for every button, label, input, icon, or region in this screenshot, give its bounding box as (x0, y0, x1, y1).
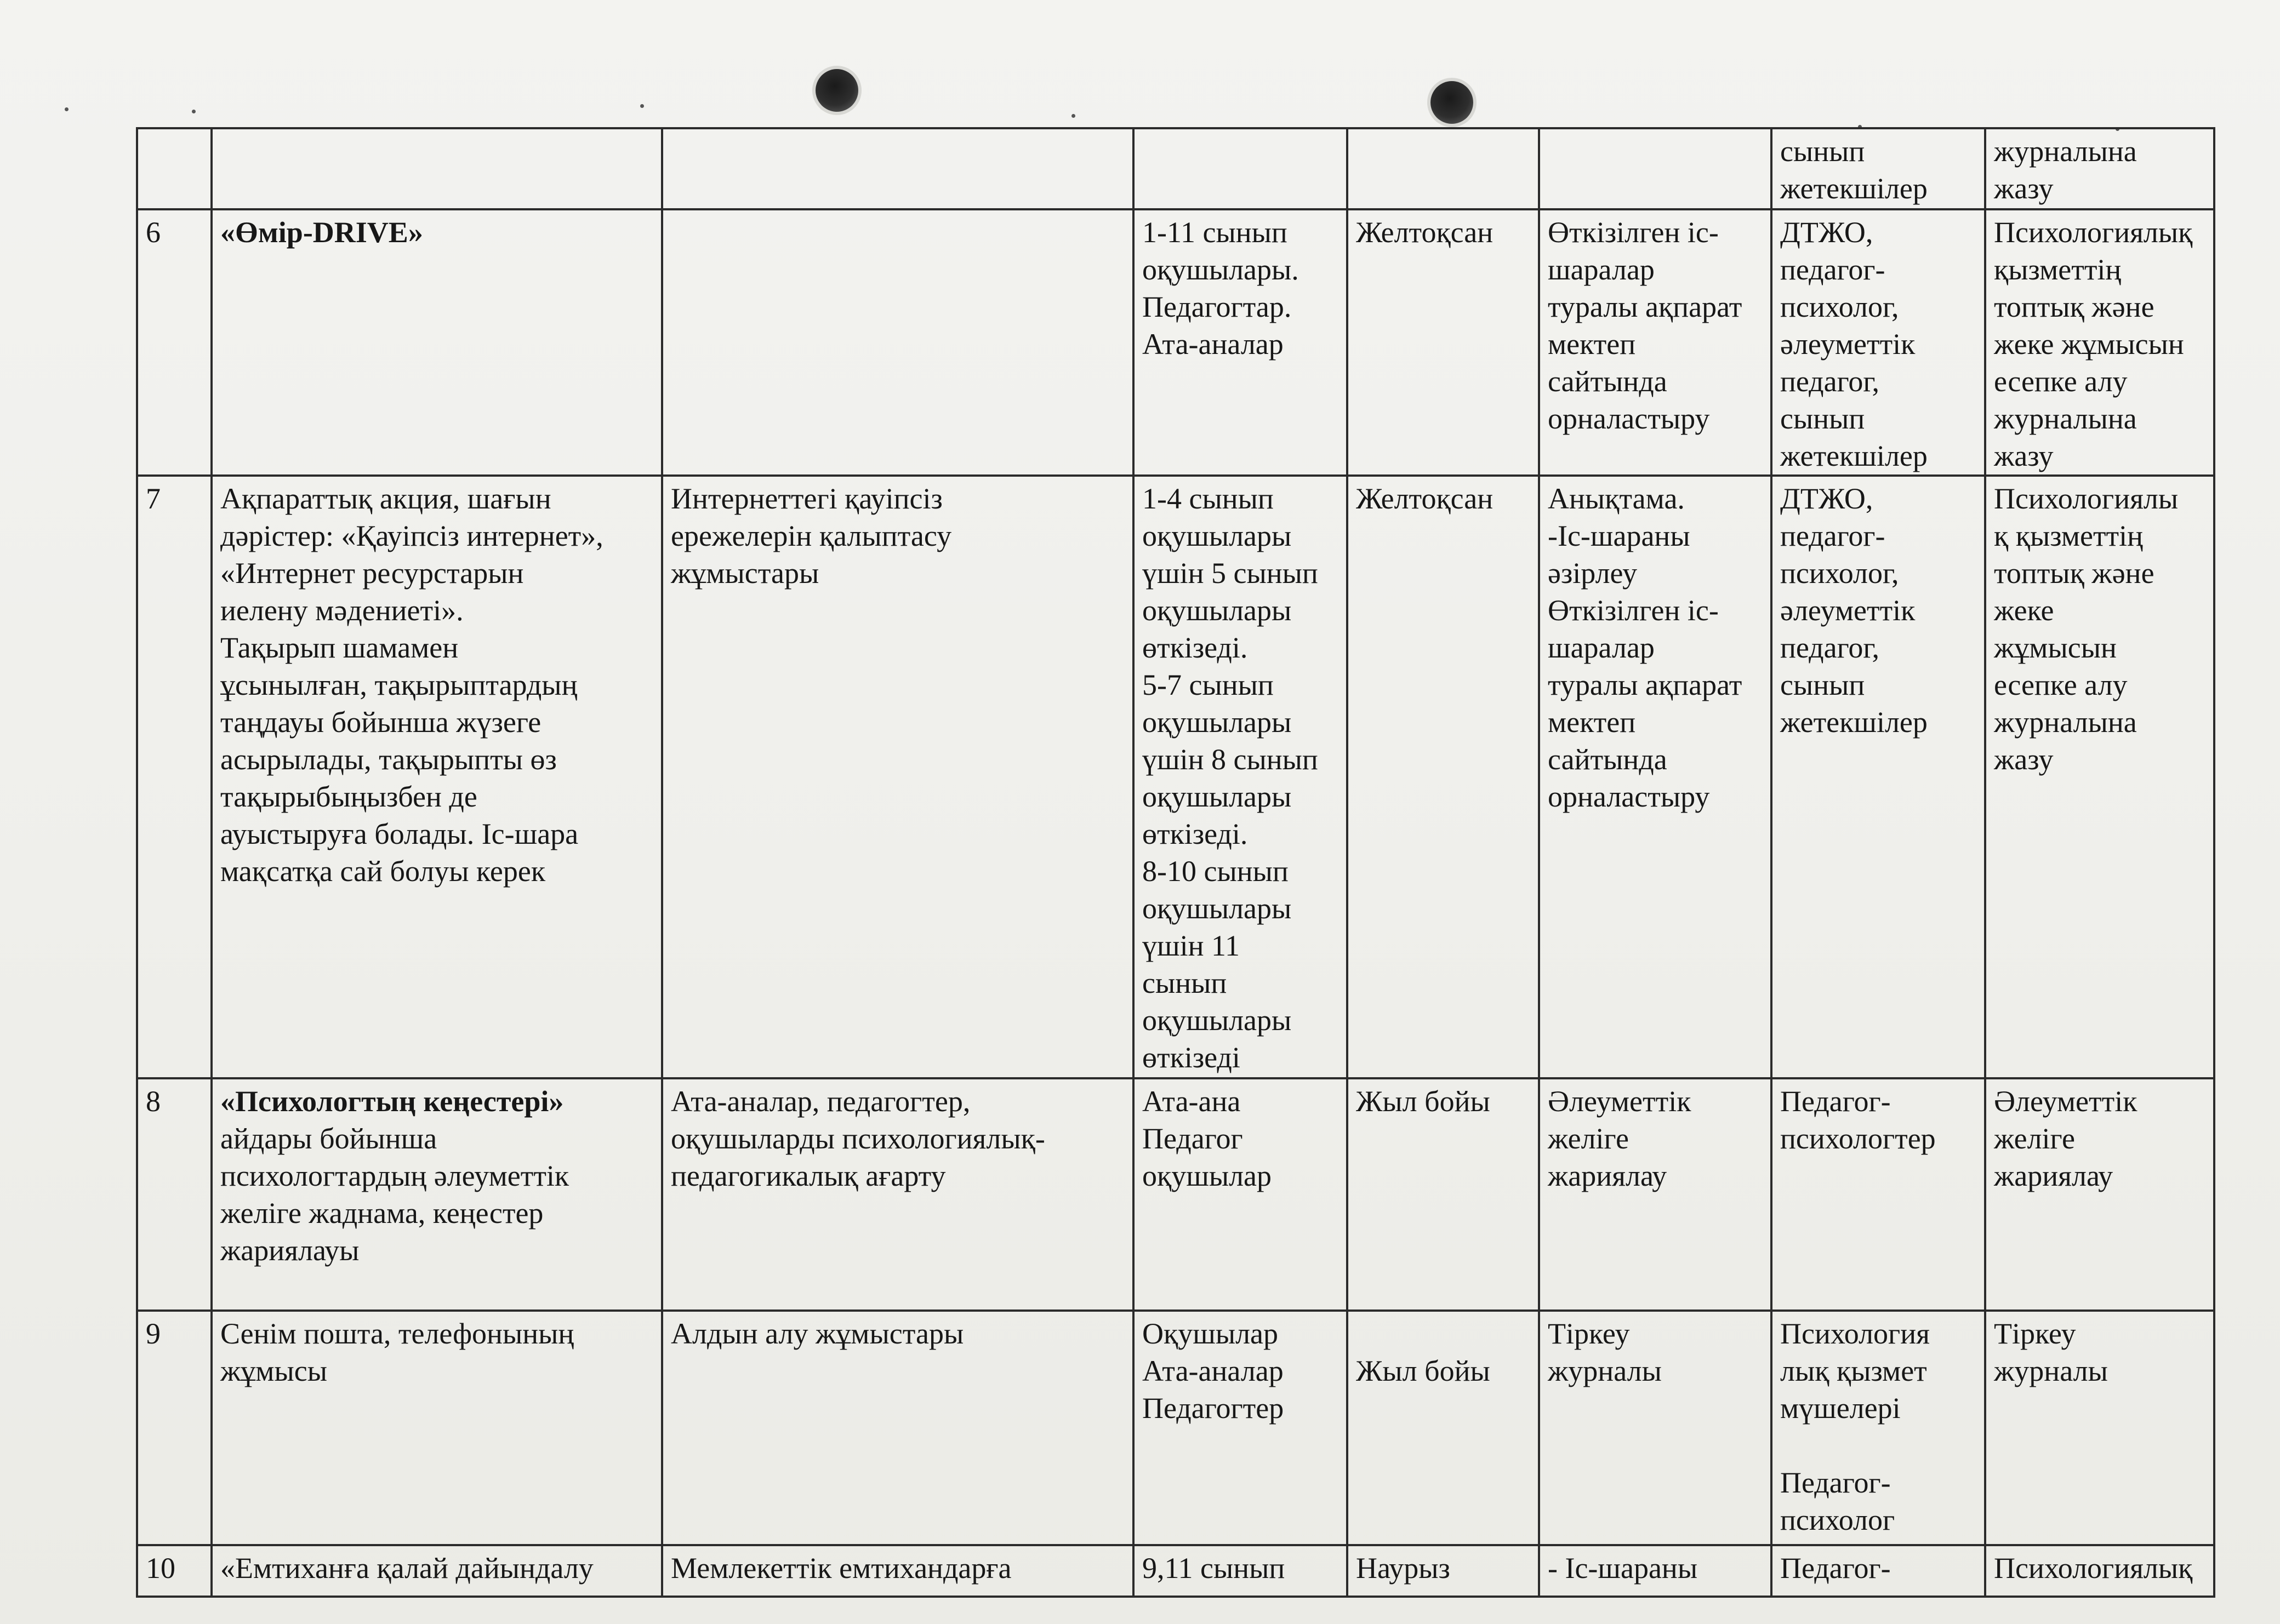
date-cell: Жыл бойы (1347, 1311, 1539, 1545)
event-title-bold: «Психологтың кеңестері» (220, 1085, 564, 1118)
event-text: айдары бойынша психологтардың әлеуметтік желіге жаднама, кеңестер жариялауы (220, 1122, 569, 1267)
event-cell: «Өмір-DRIVE» (212, 209, 662, 476)
participants-cell (1133, 128, 1347, 209)
date-cell: Желтоқсан (1347, 476, 1539, 1078)
participants-cell: 9,11 сынып (1133, 1545, 1347, 1597)
responsible-cell: Педагог- (1771, 1545, 1985, 1597)
responsible-cell: ДТЖО, педагог- психолог, әлеуметтік педагог, сынып жетекшілер (1771, 476, 1985, 1078)
table-row (137, 476, 2214, 1078)
record-cell: Психологиялық (1985, 1545, 2214, 1597)
row-number: 10 (137, 1545, 212, 1597)
event-cell: «Емтиханға қалай дайындалу (212, 1545, 662, 1597)
row-number: 9 (137, 1311, 212, 1545)
goal-cell: Ата-аналар, педагогтер, оқушыларды психологиялық- педагогикалық ағарту (662, 1078, 1133, 1311)
date-cell (1347, 128, 1539, 209)
row-number: 8 (137, 1078, 212, 1311)
record-cell: Әлеуметтік желіге жариялау (1985, 1078, 2214, 1311)
responsible-cell: сынып жетекшілер (1771, 128, 1985, 209)
row-number: 6 (137, 209, 212, 476)
result-cell: Өткізілген іс- шаралар туралы ақпарат мектеп сайтында орналастыру (1539, 209, 1771, 476)
participants-cell: 1-11 сынып оқушылары. Педагогтар. Ата-аналар (1133, 209, 1347, 476)
punch-hole-left (816, 69, 858, 112)
row-number (137, 128, 212, 209)
table-row (137, 1545, 2214, 1597)
responsible-cell: Педагог- психологтер (1771, 1078, 1985, 1311)
goal-cell (662, 209, 1133, 476)
participants-cell: Оқушылар Ата-аналар Педагогтер (1133, 1311, 1347, 1545)
result-cell: - Іс-шараны (1539, 1545, 1771, 1597)
record-cell: журналына жазу (1985, 128, 2214, 209)
date-cell: Жыл бойы (1347, 1078, 1539, 1311)
result-cell: Әлеуметтік желіге жариялау (1539, 1078, 1771, 1311)
paper-speck (192, 110, 196, 113)
event-cell: Ақпараттық акция, шағын дәрістер: «Қауіпсіз интернет», «Интернет ресурстарын иелену мәдениеті». Тақырып шамамен ұсынылған, тақырыптардың таңдауы бойынша жүзеге асырылады, тақырыпты өз тақырыбыңызбен де ауыстыруға болады. Іс-шара мақсатқа сай болуы керек (212, 476, 662, 1078)
record-cell: Психологиялық қызметтің топтық және жеке жұмысын есепке алу журналына жазу (1985, 209, 2214, 476)
plan-table (136, 127, 2215, 1598)
event-cell: Сенім пошта, телефонының жұмысы (212, 1311, 662, 1545)
participants-cell: 1-4 сынып оқушылары үшін 5 сынып оқушылары өткізеді. 5-7 сынып оқушылары үшін 8 сынып оқушылары өткізеді. 8-10 сынып оқушылары үшін 11 сынып оқушылары өткізеді (1133, 476, 1347, 1078)
date-cell: Наурыз (1347, 1545, 1539, 1597)
responsible-cell: ДТЖО, педагог- психолог, әлеуметтік педагог, сынып жетекшілер (1771, 209, 1985, 476)
paper-speck (1071, 114, 1075, 118)
event-cell (212, 1078, 662, 1311)
result-cell (1539, 128, 1771, 209)
goal-cell: Алдын алу жұмыстары (662, 1311, 1133, 1545)
table-row (137, 209, 2214, 476)
punch-hole-right (1430, 81, 1473, 124)
goal-cell (662, 128, 1133, 209)
record-cell: Тіркеу журналы (1985, 1311, 2214, 1545)
paper-speck (640, 104, 644, 108)
row-number: 7 (137, 476, 212, 1078)
event-cell (212, 128, 662, 209)
table-row (137, 1311, 2214, 1545)
goal-cell: Мемлекеттік емтихандарға (662, 1545, 1133, 1597)
paper-speck (65, 107, 69, 111)
table-row (137, 128, 2214, 209)
table-row (137, 1078, 2214, 1311)
record-cell: Психологиялы қ қызметтің топтық және жеке жұмысын есепке алу журналына жазу (1985, 476, 2214, 1078)
participants-cell: Ата-ана Педагог оқушылар (1133, 1078, 1347, 1311)
result-cell: Тіркеу журналы (1539, 1311, 1771, 1545)
date-cell: Желтоқсан (1347, 209, 1539, 476)
goal-cell: Интернеттегі қауіпсіз ережелерін қалыптасу жұмыстары (662, 476, 1133, 1078)
result-cell: Анықтама. -Іс-шараны әзірлеу Өткізілген іс- шаралар туралы ақпарат мектеп сайтында орналастыру (1539, 476, 1771, 1078)
responsible-cell: Психология лық қызмет мүшелері Педагог- психолог (1771, 1311, 1985, 1545)
